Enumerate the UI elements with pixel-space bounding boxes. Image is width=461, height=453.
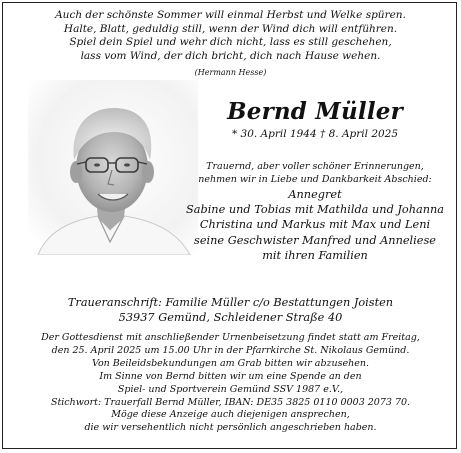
mourning-text (180, 160, 450, 186)
poem-author: (Hermann Hesse) (194, 68, 267, 78)
address-line: Traueranschrift: Familie Müller c/o Bestattungen Joisten (67, 296, 394, 309)
address-line: 53937 Gemünd, Schleidener Straße 40 (118, 311, 343, 324)
poem-line: Halte, Blatt, geduldig still, wenn der Wind dich will entführen. (63, 22, 398, 35)
family-line: seine Geschwister Manfred und Anneliese (194, 233, 436, 247)
family-line: mit ihren Familien (262, 248, 368, 262)
service-line: Stichwort: Trauerfall Bernd Müller, IBAN: DE35 3825 0110 0003 2073 70. (50, 396, 411, 408)
family-line: Sabine und Tobias mit Mathilda und Johanna (185, 203, 445, 217)
service-line: den 25. April 2025 um 15.00 Uhr in der Pfarrkirche St. Nikolaus Gemünd. (51, 344, 410, 356)
service-line: Möge diese Anzeige auch diejenigen ansprechen, (111, 409, 350, 421)
service-line: Spiel- und Sportverein Gemünd SSV 1987 e.V., (117, 383, 344, 395)
service-details (0, 332, 461, 435)
family-line: Christina und Markus mit Max und Leni (199, 218, 431, 232)
deceased-name: Bernd Müller (227, 98, 403, 125)
poem-line: Spiel dein Spiel und wehr dich nicht, lass es still geschehen, (69, 36, 392, 49)
family-list (170, 187, 460, 263)
mourning-line: Trauernd, aber voller schöner Erinnerungen, (206, 161, 424, 172)
service-line: Von Beileidsbekundungen am Grab bitten wir abzusehen. (91, 357, 370, 369)
mourning-address (0, 295, 461, 325)
service-line: die wir versehentlich nicht persönlich angeschrieben haben. (84, 422, 377, 434)
mourning-line: nehmen wir in Liebe und Dankbarkeit Abschied: (198, 174, 432, 185)
poem (0, 9, 461, 80)
service-line: Der Gottesdienst mit anschließender Urnenbeisetzung findet statt am Freitag, (41, 332, 420, 343)
poem-line: lass vom Wind, der dich bricht, dich nach Hause wehen. (80, 49, 381, 62)
poem-line: Auch der schönste Sommer will einmal Herbst und Welke spüren. (55, 9, 406, 21)
service-line: Im Sinne von Bernd bitten wir um eine Spende an den (99, 370, 362, 382)
life-dates: * 30. April 1944 † 8. April 2025 (231, 128, 399, 140)
family-line: Annegret (288, 188, 342, 201)
